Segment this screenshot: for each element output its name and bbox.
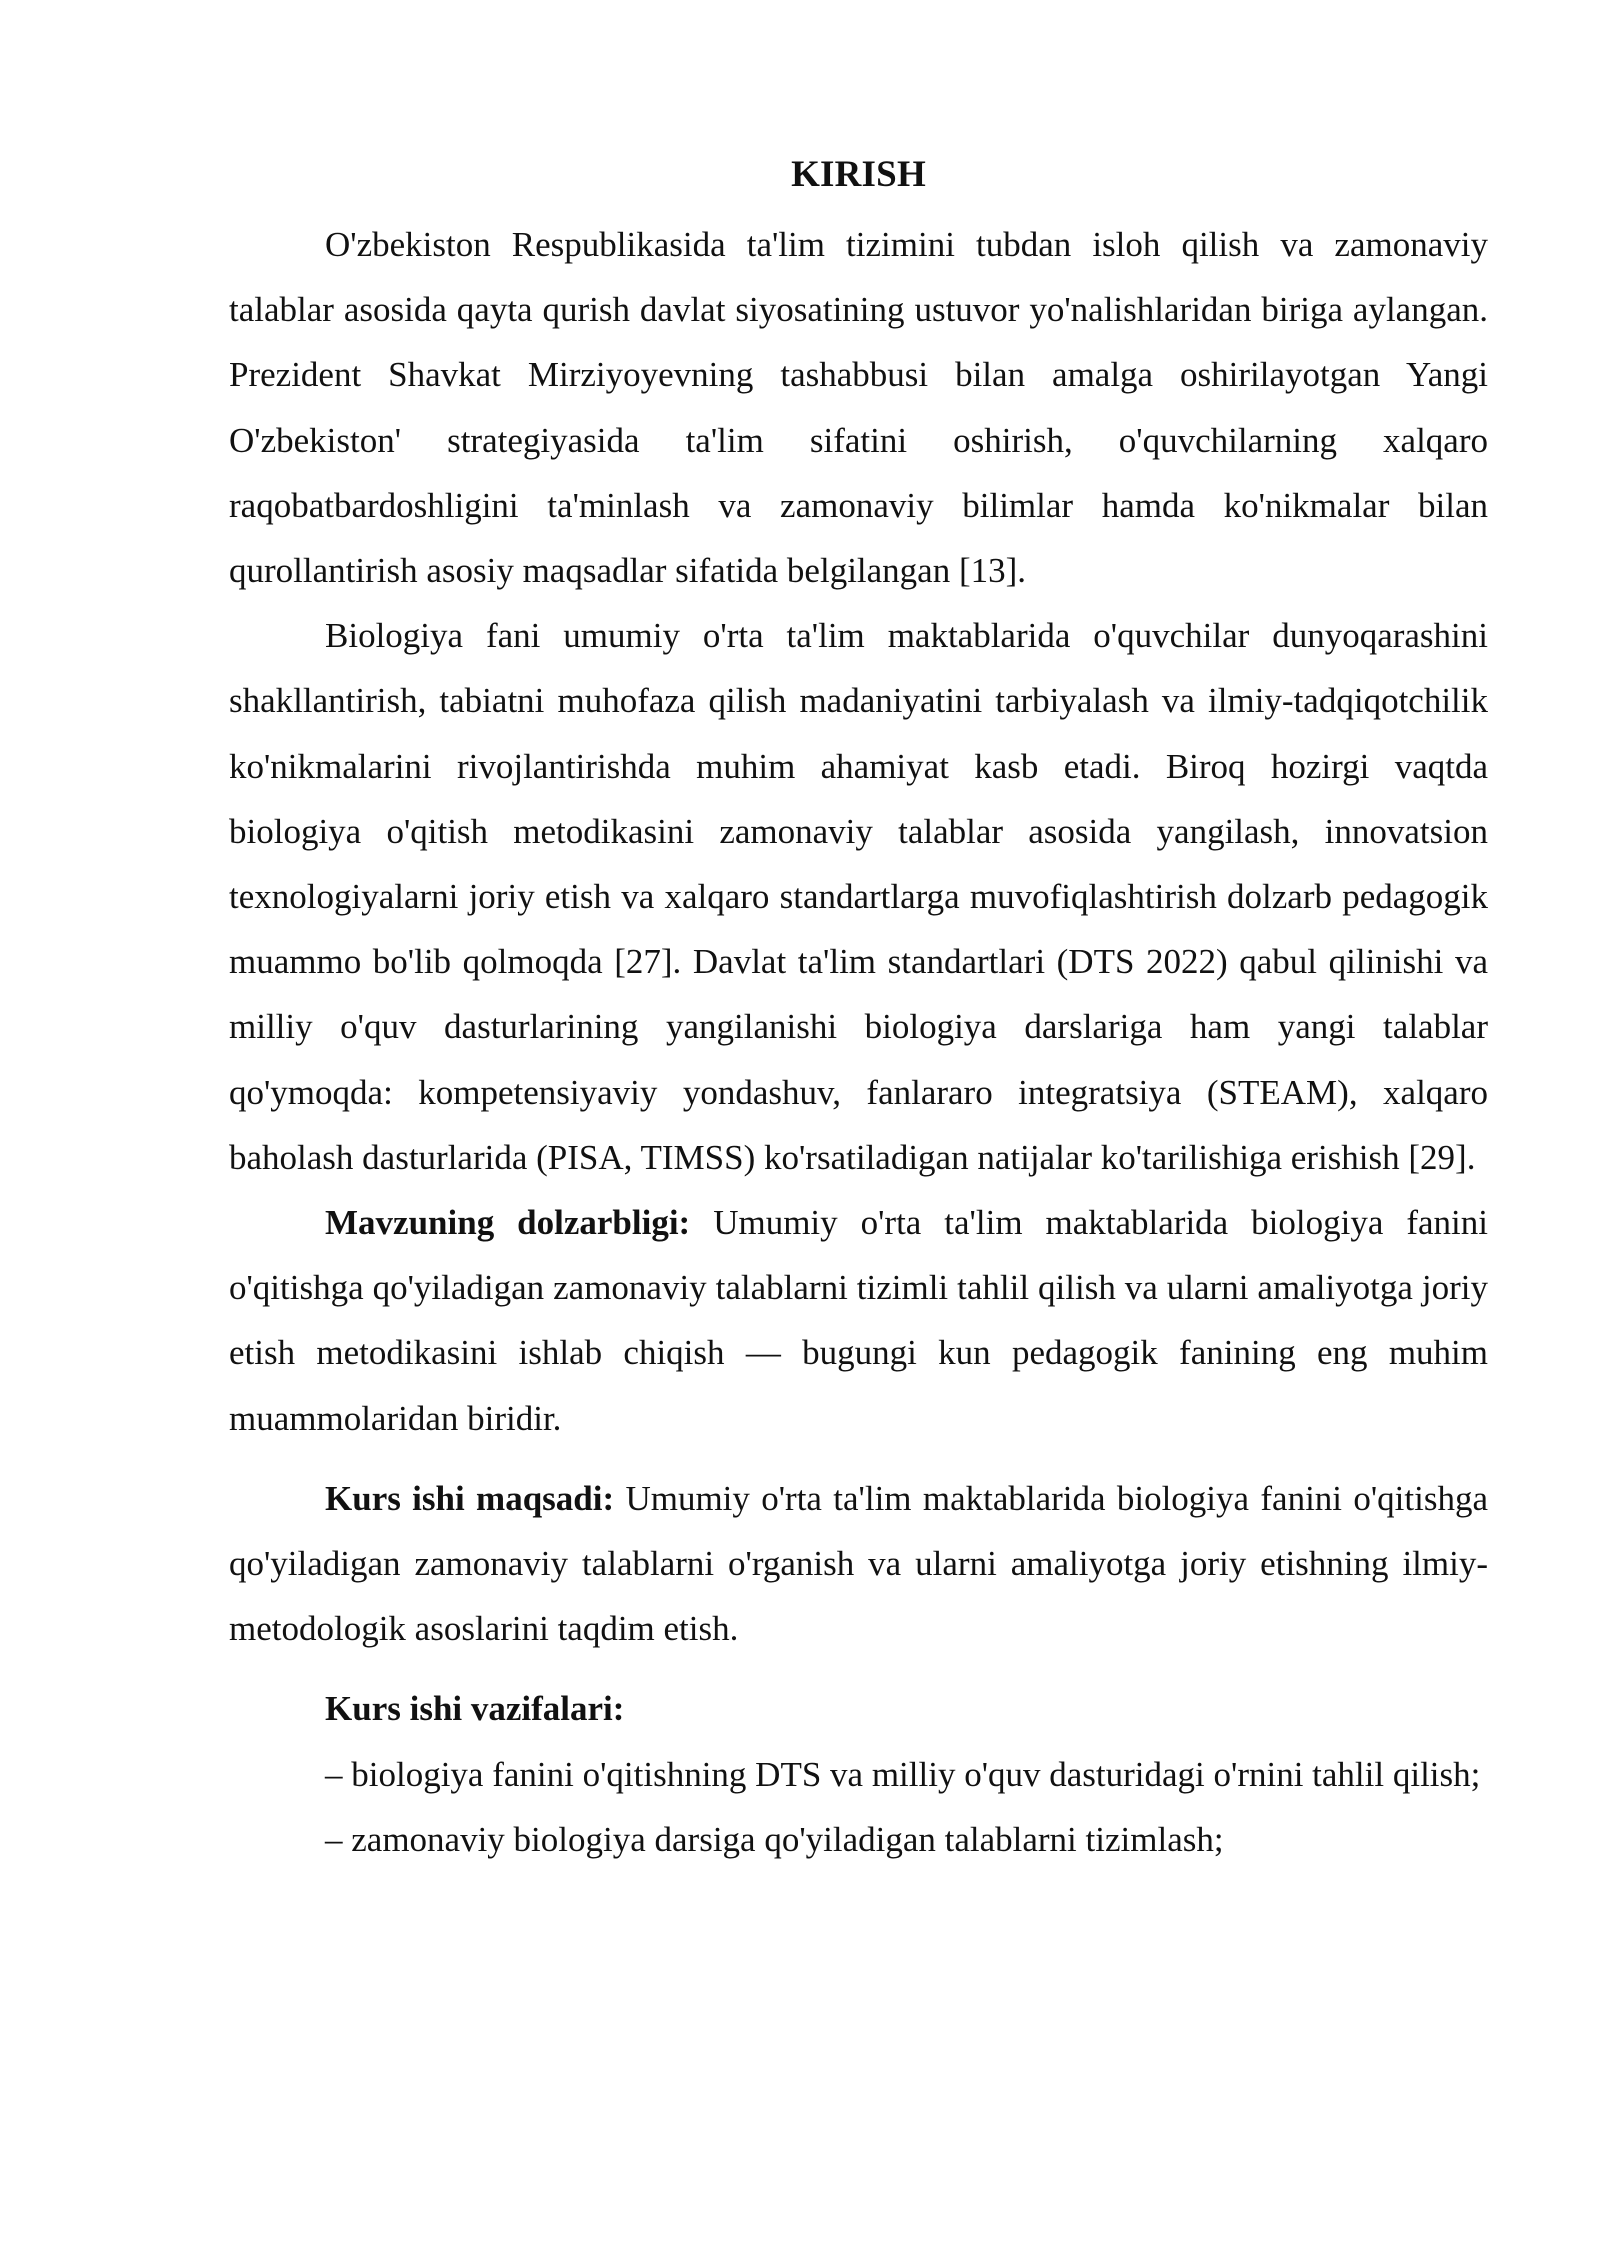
document-body [229,148,1488,1872]
paragraph-text: O'zbekiston Respublikasida ta'lim tizimini tubdan isloh qilish va zamonaviy talablar asosida qayta qurish davlat siyosatining ustuvor yo'nalishlaridan biriga aylangan. Prezident Shavkat Mirziyoyevning tashabbusi bilan amalga oshirilayotgan Yangi O'zbekiston' strategiyasida ta'lim sifatini oshirish, o'quvchilarning xalqaro raqobatbardoshligini ta'minlash va zamonaviy bilimlar hamda ko'nikmalar bilan qurollantirish asosiy maqsadlar sifatida belgilangan [13]. [229,225,1488,591]
tasks-heading: Kurs ishi vazifalari: [325,1689,625,1729]
paragraph-introduction [229,212,1488,603]
relevance-label: Mavzuning dolzarbligi: [325,1203,691,1243]
paragraph-goal [229,1466,1488,1662]
paragraph-relevance [229,1190,1488,1451]
paragraph-text: Umumiy o'rta ta'lim maktablarida biologiya fanini o'qitishga qo'yiladigan zamonaviy talablarni o'rganish va ularni amaliyotga joriy etishning ilmiy-metodologik asoslarini taqdim etish. [229,1478,1488,1649]
paragraph-text: Umumiy o'rta ta'lim maktablarida biologiya fanini o'qitishga qo'yiladigan zamonaviy talablarni tizimli tahlil qilish va ularni amaliyotga joriy etish metodikasini ishlab chiqish — bugungi kun pedagogik fanining eng muhim muammolaridan biridir. [229,1203,1488,1438]
section-title: KIRISH [791,154,926,195]
paragraph-biology-importance [229,603,1488,1190]
goal-label: Kurs ishi maqsadi: [325,1478,615,1518]
paragraph-text: Biologiya fani umumiy o'rta ta'lim maktablarida o'quvchilar dunyoqarashini shakllantirish, tabiatni muhofaza qilish madaniyatini tarbiyalash va ilmiy-tadqiqotchilik ko'nikmalarini rivojlantirishda muhim ahamiyat kasb etadi. Biroq hozirgi vaqtda biologiya o'qitish metodikasini zamonaviy talablar asosida yangilash, innovatsion texnologiyalarni joriy etish va xalqaro standartlarga muvofiqlashtirish dolzarb pedagogik muammo bo'lib qolmoqda [27]. Davlat ta'lim standartlari (DTS 2022) qabul qilinishi va milliy o'quv dasturlarining yangilanishi biologiya darslariga ham yangi talablar qo'ymoqda: kompetensiyaviy yondashuv, fanlararo integratsiya (STEAM), xalqaro baholash dasturlarida (PISA, TIMSS) ko'rsatiladigan natijalar ko'tarilishiga erishish [29]. [229,616,1488,1177]
tasks-heading-line [229,1676,1488,1741]
task-list-item: – biologiya fanini o'qitishning DTS va milliy o'quv dasturidagi o'rnini tahlil qilish; [325,1754,1481,1794]
task-list-item: – zamonaviy biologiya darsiga qo'yiladigan talablarni tizimlash; [325,1819,1224,1859]
